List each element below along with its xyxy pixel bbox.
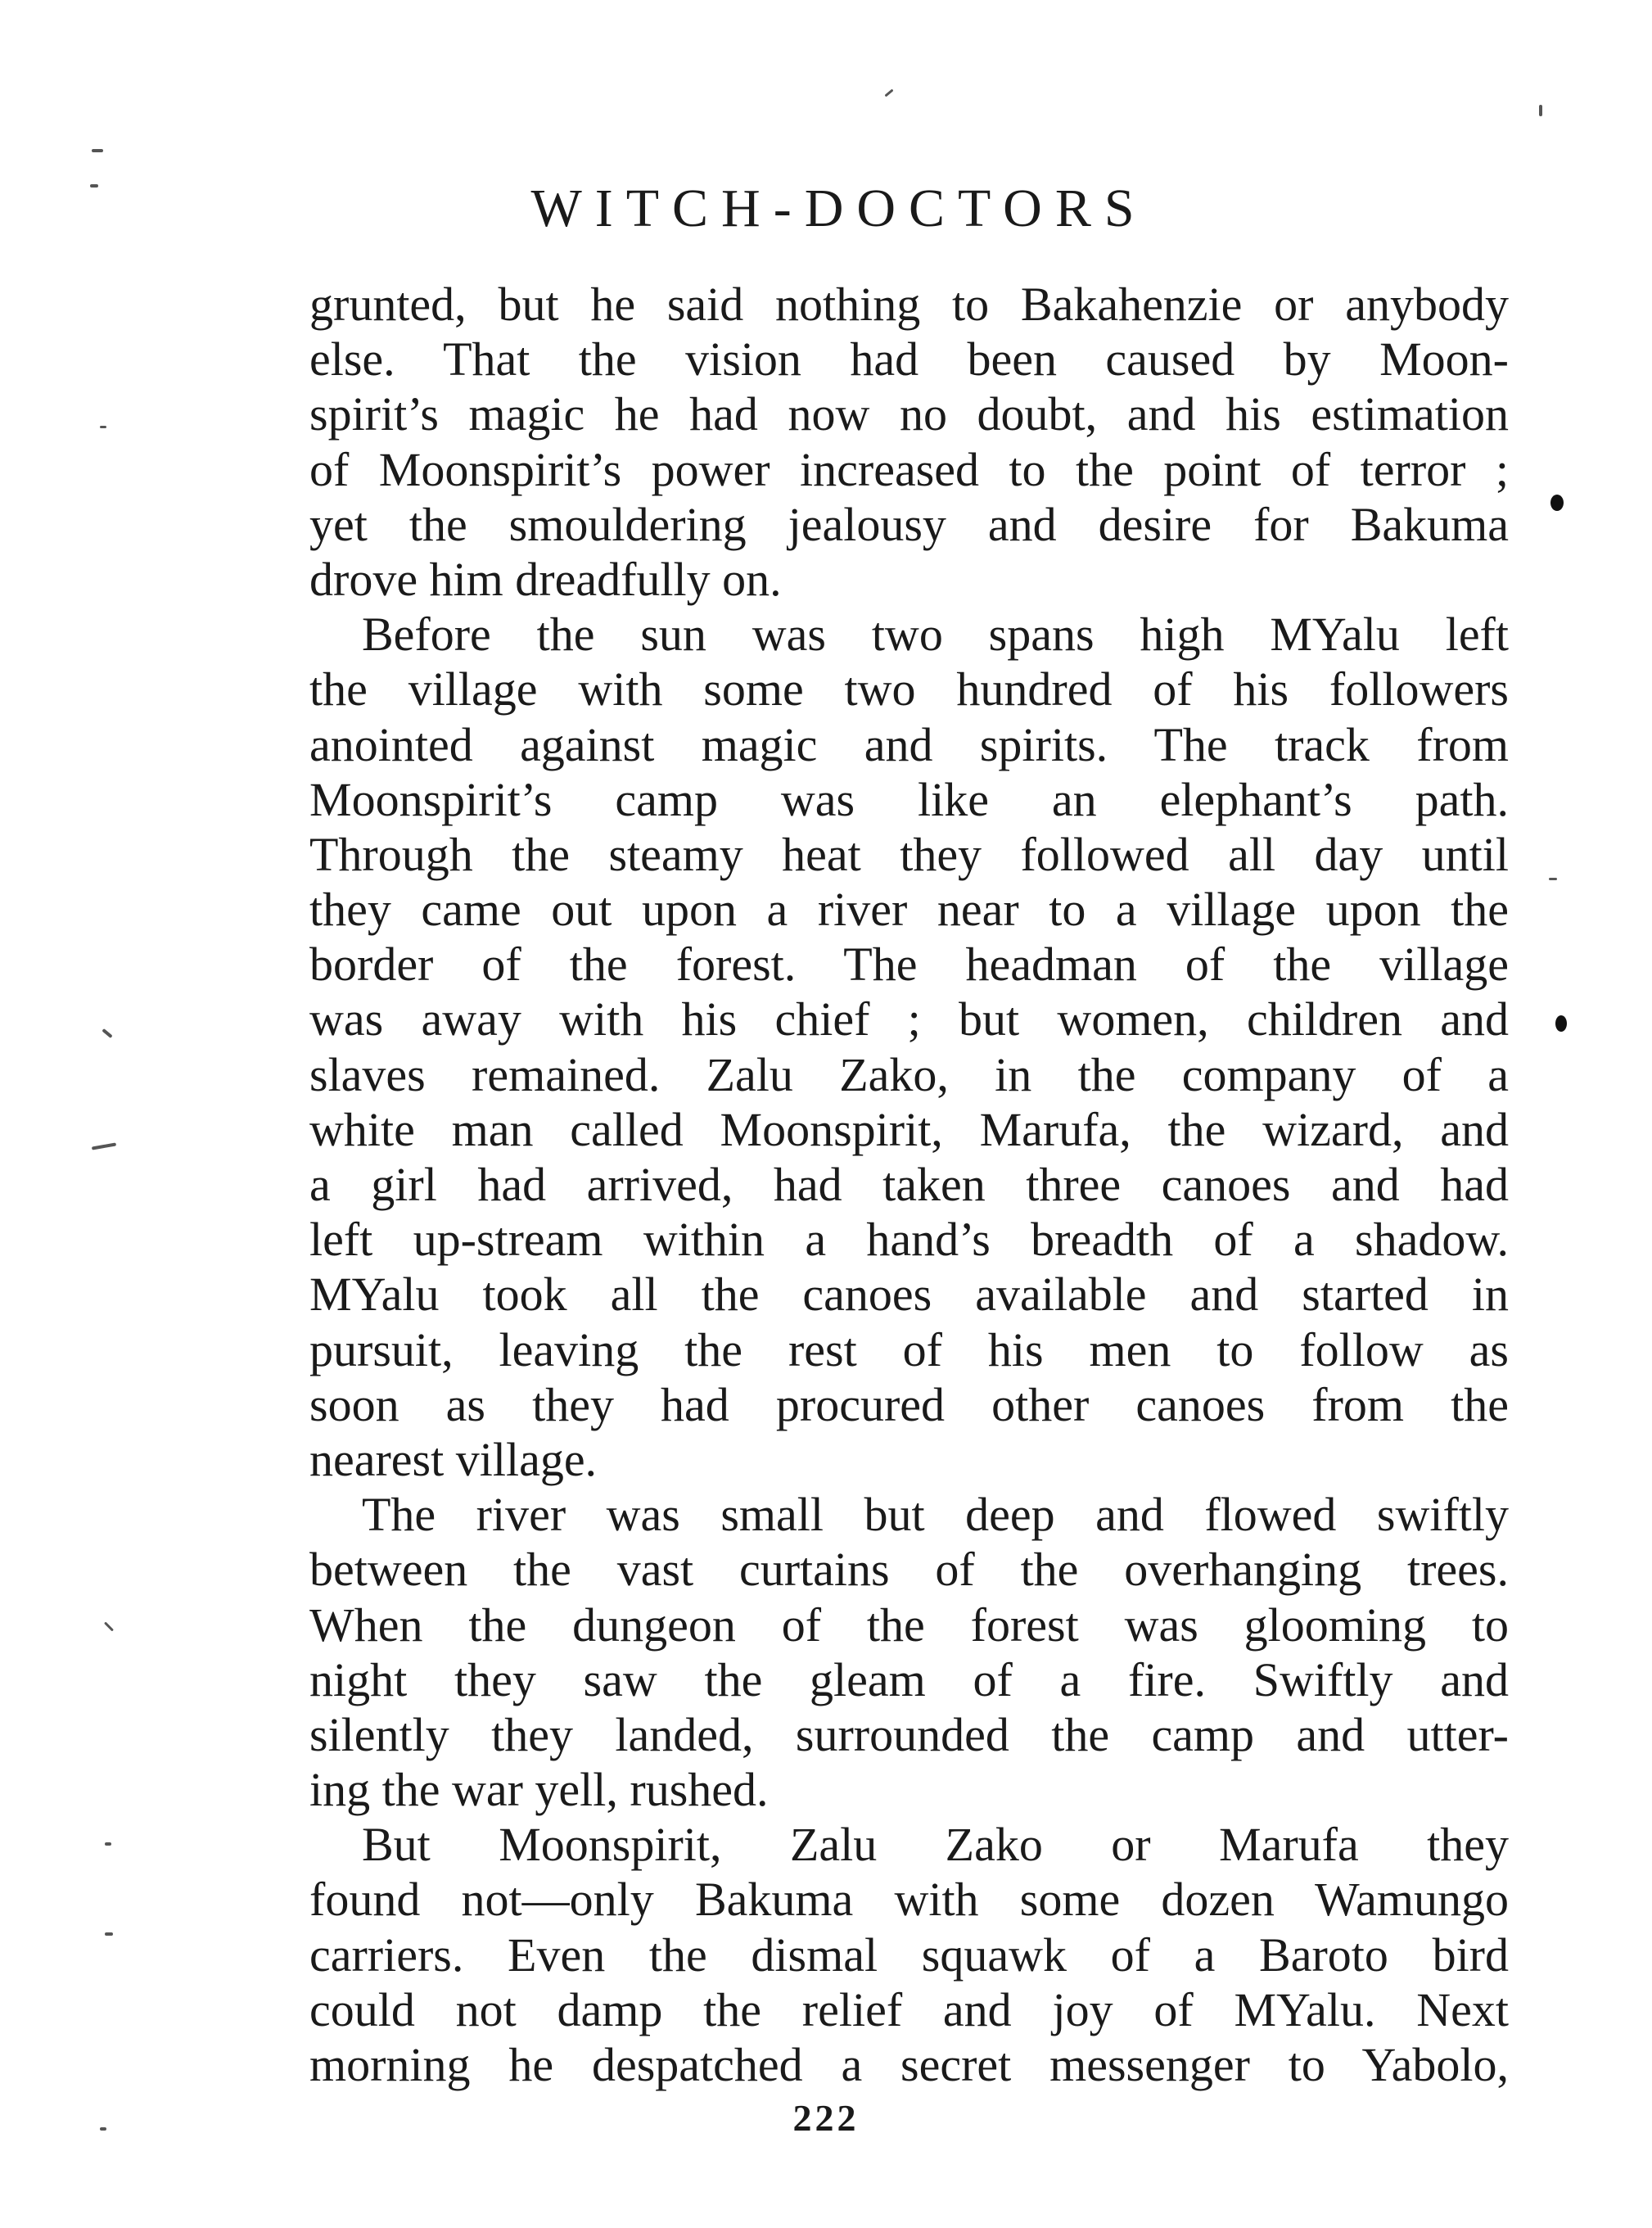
text-line: yet the smouldering jealousy and desire for Bakuma: [309, 497, 1509, 551]
text-line: soon as they had procured other canoes from the: [309, 1377, 1509, 1431]
text-line: Before the sun was two spans high MYalu left: [362, 608, 1509, 662]
text-line: else. That the vision had been caused by Moon-: [309, 332, 1509, 386]
text-line: pursuit, leaving the rest of his men to follow as: [309, 1322, 1509, 1376]
scan-speck: [105, 1932, 113, 1936]
text-line: ing the war yell, rushed.: [309, 1763, 769, 1817]
paragraph-2: [309, 607, 1509, 1487]
scan-speck: [102, 1028, 112, 1038]
text-line: But Moonspirit, Zalu Zako or Marufa they: [362, 1818, 1509, 1872]
scan-speck: [92, 1142, 116, 1150]
text-line: night they saw the gleam of a fire. Swiftly and: [309, 1652, 1509, 1706]
text-line: slaves remained. Zalu Zako, in the company of a: [309, 1047, 1509, 1101]
text-line: they came out upon a river near to a village upon the: [309, 883, 1509, 937]
ink-blot: [1550, 495, 1564, 511]
scan-speck: [90, 184, 98, 188]
scan-speck: [104, 1621, 114, 1631]
text-line: of Moonspirit’s power increased to the point of terror ;: [309, 442, 1509, 496]
text-line: could not damp the relief and joy of MYalu. Next: [309, 1982, 1509, 2036]
paragraph-1: [309, 277, 1509, 607]
page-number: 222: [792, 2097, 860, 2139]
scan-speck: [92, 149, 103, 152]
body-text: [309, 277, 1509, 2092]
text-line: Moonspirit’s camp was like an elephant’s path.: [309, 772, 1509, 826]
text-line: white man called Moonspirit, Marufa, the wizard, and: [309, 1102, 1509, 1156]
text-line: silently they landed, surrounded the camp and utter-: [309, 1707, 1509, 1761]
paragraph-4: [309, 1817, 1509, 2092]
ink-blot: [1555, 1015, 1567, 1032]
text-line: MYalu took all the canoes available and started in: [309, 1268, 1509, 1322]
text-line: a girl had arrived, had taken three canoes and had: [309, 1158, 1509, 1211]
text-line: carriers. Even the dismal squawk of a Baroto bird: [309, 1927, 1509, 1982]
text-line: grunted, but he said nothing to Bakahenzie or anybody: [309, 278, 1509, 331]
text-line: morning he despatched a secret messenger to Yabolo,: [309, 2038, 1509, 2091]
text-line: nearest village.: [309, 1432, 598, 1486]
text-line: left up-stream within a hand’s breadth of a shadow.: [309, 1213, 1509, 1267]
scan-speck: [100, 426, 106, 428]
text-line: spirit’s magic he had now no doubt, and his estimation: [309, 387, 1509, 441]
text-line: anointed against magic and spirits. The track from: [309, 717, 1509, 771]
text-line: border of the forest. The headman of the village: [309, 938, 1509, 992]
scan-speck: [1549, 878, 1557, 880]
scan-speck: [1539, 105, 1542, 116]
running-head: WITCH-DOCTORS: [530, 179, 1148, 238]
text-line: The river was small but deep and flowed swiftly: [362, 1488, 1509, 1542]
text-line: found not—only Bakuma with some dozen Wamungo: [309, 1873, 1509, 1927]
text-line: When the dungeon of the forest was glooming to: [309, 1598, 1509, 1652]
paragraph-3: [309, 1487, 1509, 1817]
scan-speck: [105, 1842, 111, 1846]
text-line: Through the steamy heat they followed all day until: [309, 827, 1509, 881]
text-line: the village with some two hundred of his followers: [309, 662, 1509, 716]
scan-speck: [884, 88, 893, 97]
text-line: was away with his chief ; but women, children and: [309, 992, 1509, 1046]
scan-speck: [100, 2127, 106, 2131]
text-line: drove him dreadfully on.: [309, 552, 782, 606]
text-line: between the vast curtains of the overhanging trees.: [309, 1543, 1509, 1597]
